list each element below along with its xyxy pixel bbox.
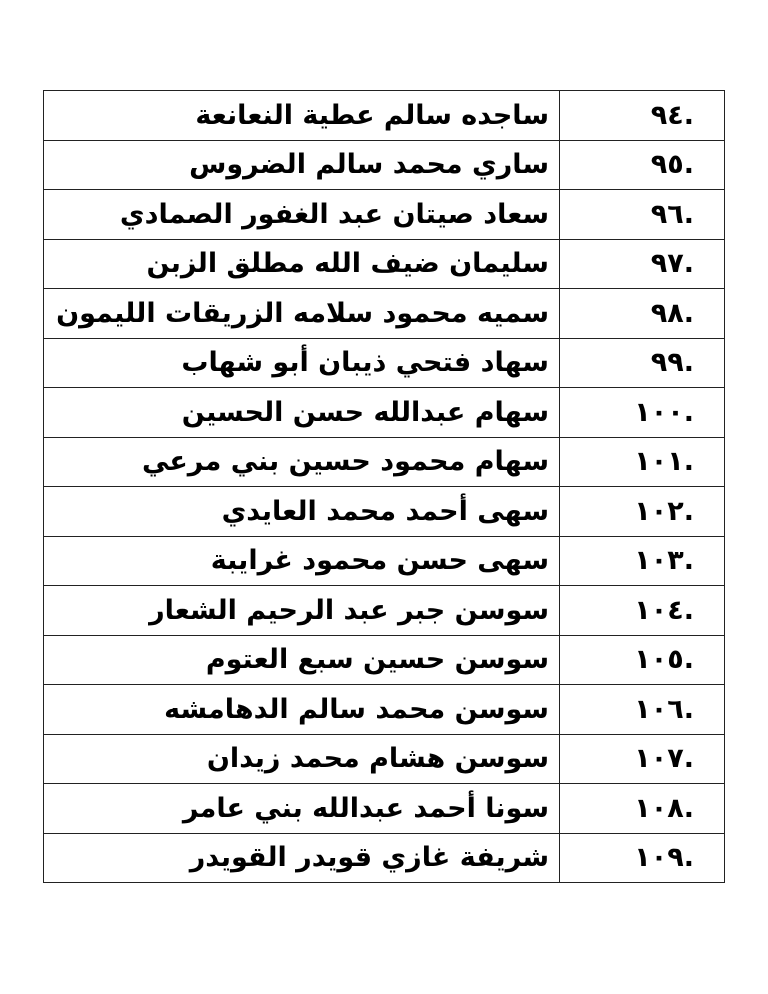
person-name: سليمان ضيف الله مطلق الزبن: [44, 239, 560, 289]
person-name: سهام محمود حسين بني مرعي: [44, 437, 560, 487]
row-number: .١٠٦: [560, 685, 725, 735]
table-body: [44, 91, 725, 883]
names-table: [43, 90, 725, 883]
table-row: [44, 140, 725, 190]
person-name: سوسن جبر عبد الرحيم الشعار: [44, 586, 560, 636]
row-number: .٩٦: [560, 190, 725, 240]
table-row: [44, 685, 725, 735]
table-row: [44, 239, 725, 289]
person-name: سميه محمود سلامه الزريقات الليمون: [44, 289, 560, 339]
table-row: [44, 635, 725, 685]
table-row: [44, 487, 725, 537]
person-name: سهى حسن محمود غرايبة: [44, 536, 560, 586]
table-row: [44, 190, 725, 240]
person-name: سونا أحمد عبدالله بني عامر: [44, 784, 560, 834]
row-number: .٩٨: [560, 289, 725, 339]
table-row: [44, 784, 725, 834]
person-name: سوسن هشام محمد زيدان: [44, 734, 560, 784]
row-number: .١٠٥: [560, 635, 725, 685]
person-name: سوسن حسين سبع العتوم: [44, 635, 560, 685]
person-name: سوسن محمد سالم الدهامشه: [44, 685, 560, 735]
table-row: [44, 734, 725, 784]
person-name: سهام عبدالله حسن الحسين: [44, 388, 560, 438]
row-number: .١٠٨: [560, 784, 725, 834]
row-number: .١٠٢: [560, 487, 725, 537]
person-name: شريفة غازي قويدر القويدر: [44, 833, 560, 883]
person-name: سهى أحمد محمد العايدي: [44, 487, 560, 537]
row-number: .١٠٠: [560, 388, 725, 438]
row-number: .٩٤: [560, 91, 725, 141]
table-row: [44, 536, 725, 586]
row-number: .١٠٣: [560, 536, 725, 586]
table-row: [44, 388, 725, 438]
row-number: .١٠٩: [560, 833, 725, 883]
person-name: ساجده سالم عطية النعانعة: [44, 91, 560, 141]
table-row: [44, 833, 725, 883]
table-row: [44, 437, 725, 487]
table-row: [44, 289, 725, 339]
row-number: .١٠٧: [560, 734, 725, 784]
table-row: [44, 586, 725, 636]
row-number: .١٠٤: [560, 586, 725, 636]
row-number: .١٠١: [560, 437, 725, 487]
person-name: ساري محمد سالم الضروس: [44, 140, 560, 190]
row-number: .٩٥: [560, 140, 725, 190]
table-row: [44, 338, 725, 388]
person-name: سهاد فتحي ذيبان أبو شهاب: [44, 338, 560, 388]
row-number: .٩٧: [560, 239, 725, 289]
person-name: سعاد صيتان عبد الغفور الصمادي: [44, 190, 560, 240]
table-row: [44, 91, 725, 141]
row-number: .٩٩: [560, 338, 725, 388]
